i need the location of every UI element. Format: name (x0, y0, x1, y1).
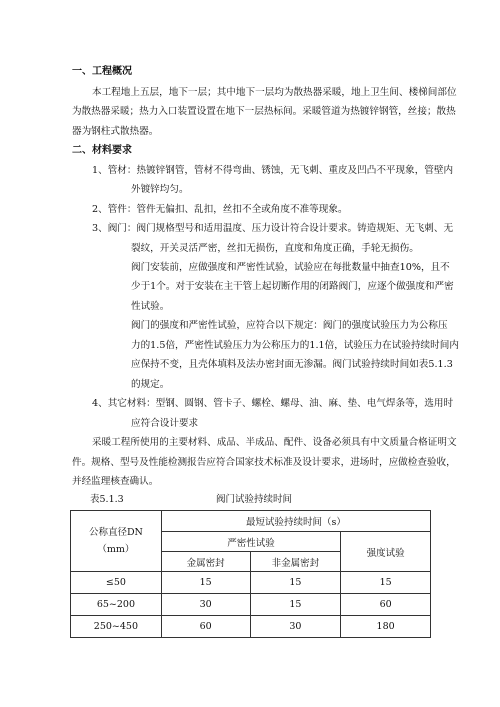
item-3-line: 3、阀门：阀门规格型号和适用温度、压力设计符合设计要求。铸造规矩、无飞刺、无 (92, 223, 454, 234)
item-3-line: 阀门的强度和严密性试验，应符合以下规定：阀门的强度试验压力为公称压 (131, 320, 448, 331)
cell-dn: ≤50 (71, 572, 162, 594)
section-2-heading: 二、材料要求 (72, 145, 132, 156)
header-metal: 金属密封 (161, 552, 250, 572)
header-tightness: 严密性试验 (161, 532, 340, 552)
cell-nonmetal: 30 (250, 616, 341, 638)
cell-nonmetal: 15 (250, 572, 341, 594)
closing-line: 并经监理核查确认。 (72, 476, 159, 487)
cell-strength: 180 (341, 616, 431, 638)
table-number: 表5.1.3 (90, 494, 124, 505)
valve-test-duration-table (70, 510, 431, 638)
header-dn-line2: （mm） (97, 544, 135, 555)
cell-metal: 60 (161, 616, 250, 638)
paragraph-line: 为散热器采暖；热力入口装置设置在地下一层热标间。采暖管道为热镀锌钢管，丝接；散热 (72, 106, 456, 117)
header-min-time: 最短试验持续时间（s） (161, 511, 430, 532)
item-3-line: 应保持不变，且壳体填料及法办密封面无渗漏。阀门试验持续时间如表5.1.3 (131, 359, 453, 370)
table-row (71, 616, 431, 638)
cell-strength: 15 (341, 572, 431, 594)
header-strength: 强度试验 (341, 532, 431, 572)
cell-metal: 30 (161, 594, 250, 616)
cell-dn: 250~450 (71, 616, 162, 638)
item-3-line: 力的1.5倍，严密性试验压力为公称压力的1.1倍，试验压力在试验持续时间内 (131, 340, 459, 351)
item-3-line: 少于1个。对于安装在主干管上起切断作用的闭路阀门，应逐个做强度和严密 (131, 281, 454, 292)
section-1-heading: 一、工程概况 (72, 66, 132, 77)
item-2-line: 2、管件：管件无偏扣、乱扣，丝扣不全或角度不准等现象。 (92, 204, 348, 215)
item-3-line: 裂纹，开关灵活严密，丝扣无损伤，直度和角度正确，手轮无损伤。 (131, 243, 419, 254)
paragraph-line: 器为钢柱式散热器。 (72, 126, 159, 137)
closing-line: 件。规格、型号及性能检测报告应符合国家技术标准及设计要求，进场时，应做检查验收， (72, 457, 456, 468)
item-1-line: 1、管材：热镀锌钢管，管材不得弯曲、锈蚀，无飞刺、重皮及凹凸不平现象，管壁内 (92, 165, 454, 176)
item-3-line: 阀门安装前，应做强度和严密性试验，试验应在每批数量中抽查10%，且不 (131, 262, 450, 273)
cell-nonmetal: 15 (250, 594, 341, 616)
closing-line: 采暖工程所使用的主要材料、成品、半成品、配件、设备必须具有中文质量合格证明文 (92, 437, 457, 448)
item-4-line: 应符合设计要求 (131, 418, 199, 429)
table-row (71, 594, 431, 616)
table-row (71, 572, 431, 594)
header-dn-line1: 公称直径DN (88, 527, 143, 538)
cell-strength: 60 (341, 594, 431, 616)
cell-dn: 65~200 (71, 594, 162, 616)
item-3-line: 的规定。 (131, 379, 170, 390)
item-4-line: 4、其它材料：型钢、圆钢、管卡子、螺栓、螺母、油、麻、垫、电气焊条等，选用时 (92, 398, 454, 409)
item-3-line: 性试验。 (131, 301, 170, 312)
item-1-line: 外镀锌均匀。 (131, 184, 189, 195)
header-nonmetal: 非金属密封 (250, 552, 341, 572)
paragraph-line: 本工程地上五层，地下一层；其中地下一层均为散热器采暖，地上卫生间、楼梯间部位 (92, 87, 457, 98)
header-dn (71, 511, 162, 572)
cell-metal: 15 (161, 572, 250, 594)
table-title: 阀门试验持续时间 (216, 494, 293, 505)
